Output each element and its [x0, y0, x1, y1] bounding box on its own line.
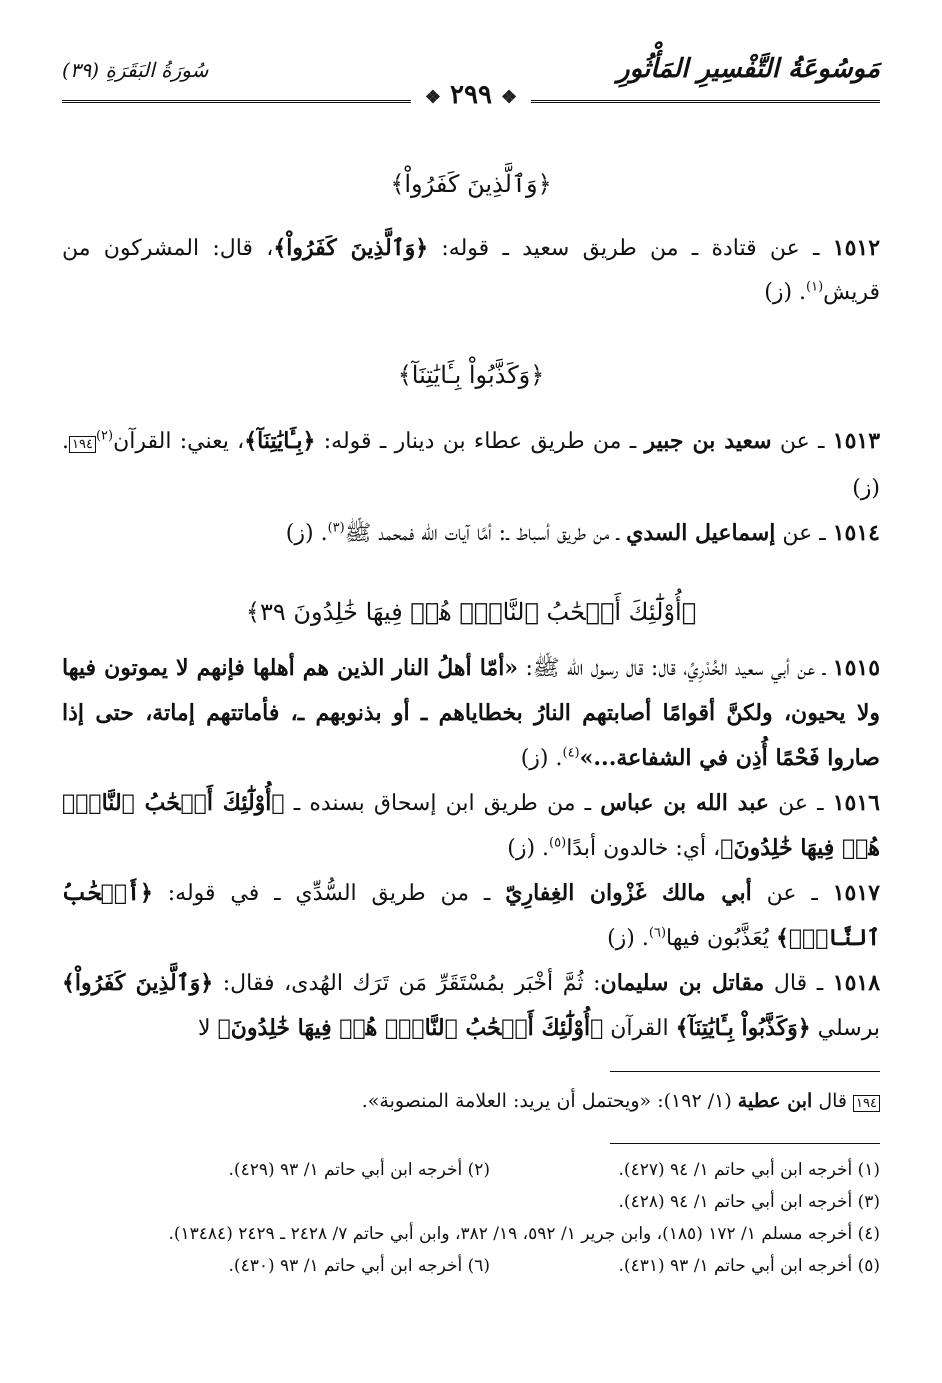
text: ، أي: خالدون أبدًا [566, 836, 721, 861]
text: ـ عن [771, 429, 833, 454]
footnote-marker[interactable]: (٥) [549, 835, 567, 851]
text: . (ز) [62, 429, 880, 501]
note-reference-box: ١٩٤ [853, 1095, 880, 1112]
footnote-marker[interactable]: (٤) [562, 745, 580, 761]
footnote-row [62, 1250, 880, 1282]
narration-number: ١٥١٧ [832, 880, 880, 906]
narration-1513 [62, 419, 880, 511]
ornament-icon: ❖ [424, 87, 441, 108]
footnote-3: (٣) أخرجه ابن أبي حاتم ١/ ٩٤ (٤٢٨). [618, 1192, 880, 1212]
footnote-marker[interactable]: (٢) [95, 428, 114, 444]
author-name: ابن عطية [737, 1090, 813, 1112]
text: لا [198, 1016, 218, 1041]
note-separator [610, 1071, 880, 1072]
text: ـ من طريق عطاء بن دينار ـ قوله: [315, 429, 645, 454]
text: ـ من طريق السُّدِّي ـ في قوله: [152, 881, 506, 906]
narrator-name: إسماعيل السدي [626, 520, 776, 546]
text: ـ عن [751, 881, 833, 906]
page-number: ٢٩٩ [450, 80, 492, 110]
text: القرآن [603, 1016, 676, 1041]
footnote-6: (٦) أخرجه ابن أبي حاتم ١/ ٩٣ (٤٣٠). [228, 1256, 490, 1276]
text: . (ز) [507, 836, 550, 861]
quran-quote: ﴿وَكَذَّبُواْ بِـَٔايَٰتِنَآ﴾ [675, 1015, 811, 1041]
text: برسلي [810, 1016, 880, 1041]
narration-number: ١٥١٦ [832, 790, 880, 816]
narration-number: ١٥١٨ [832, 970, 881, 996]
ayah-heading: ﴿أُوْلَٰٓئِكَ أَصۡحَٰبُ ٱلنَّارِۖ هُمۡ فِيهَا خَٰلِدُونَ ٣٩﴾ [245, 598, 697, 626]
note-reference-box[interactable]: ١٩٤ [69, 436, 96, 453]
narration-1512 [62, 226, 880, 315]
footnote-separator [610, 1143, 880, 1144]
quran-quote: ﴿أَصۡحَٰبُ ٱلنَّارِۖ﴾ [62, 880, 880, 951]
text: ، قال: المشركون من قريش [62, 236, 880, 305]
surah-reference: سُورَةُ البَقَرَةِ (٣٩) [62, 58, 209, 82]
text: (١/ ١٩٢): «ويحتمل أن يريد: العلامة المنصوبة». [361, 1090, 738, 1112]
quran-quote: ﴿بِـَٔايَٰتِنَآ﴾ [244, 428, 316, 454]
narration-1517 [62, 871, 880, 961]
narration-number: ١٥١٤ [832, 520, 880, 546]
text: يُعَذَّبُون فيها [666, 926, 776, 951]
text: . (ز) [764, 280, 807, 305]
page-header [62, 48, 880, 108]
narration-1515 [62, 646, 880, 781]
narration-number: ١٥١٣ [832, 428, 881, 454]
text: ، يعني: القرآن [113, 429, 245, 454]
footnotes [62, 1154, 880, 1282]
quran-quote: ﴿وَٱلَّذِينَ كَفَرُواْ﴾ [273, 235, 429, 261]
footnote-4: (٤) أخرجه مسلم ١/ ١٧٢ (١٨٥)، وابن جرير ١/ ٥٩٢، ١٩/ ٣٨٢، وابن أبي حاتم ٧/ ٢٤٢٨ ـ ٢٤٢٩ (١٣٤٨٤). [168, 1224, 880, 1244]
ayah-heading: ﴿وَٱلَّذِينَ كَفَرُواْ﴾ [390, 170, 552, 198]
page [62, 48, 880, 1282]
narration-1518 [62, 961, 880, 1051]
narrator-name: أبي مالك غَزْوان الغِفارِيّ [505, 880, 752, 906]
footnote-marker[interactable]: (١) [806, 279, 824, 295]
editor-note [62, 1084, 880, 1121]
footnote-5: (٥) أخرجه ابن أبي حاتم ١/ ٩٣ (٤٣١). [618, 1256, 880, 1276]
text: . (ز) [607, 926, 649, 951]
footnote-marker[interactable]: (٣) [327, 520, 345, 536]
ayah-heading: ﴿وَكَذَّبُواْ بِـَٔايَٰتِنَآ﴾ [397, 361, 545, 389]
text: ـ عن قتادة ـ من طريق سعيد ـ قوله: [428, 236, 833, 261]
text: ـ عن أبي سعيد الخُدْرِيِّ، قال: قال رسول الله ﷺ: [518, 656, 833, 681]
ornament-icon: ❖ [501, 87, 518, 108]
narrator-name: سعيد بن جبير [644, 428, 772, 454]
narration-1516 [62, 781, 880, 871]
narrator-name: مقاتل بن سليمان [600, 970, 765, 996]
narration-number: ١٥١٥ [832, 655, 881, 681]
quran-quote: ﴿أُوْلَٰٓئِكَ أَصۡحَٰبُ ٱلنَّارِۖ هُمۡ فِيهَا خَٰلِدُونَ﴾ [217, 1015, 604, 1041]
quran-quote: ﴿وَٱلَّذِينَ كَفَرُواْ﴾ [62, 970, 214, 996]
footnote-2: (٢) أخرجه ابن أبي حاتم ١/ ٩٣ (٤٢٩). [228, 1160, 490, 1180]
text: ـ من طريق ابن إسحاق بسنده ـ [284, 791, 601, 816]
text: . (ز) [520, 746, 563, 771]
narrator-name: عبد الله بن عباس [600, 790, 769, 816]
book-title: مَوسُوعَةُ التَّفْسِيرِ المَأْثُورِ [617, 54, 880, 84]
text: قال [812, 1090, 854, 1112]
footnote-row [62, 1154, 880, 1186]
narration-1514 [62, 511, 880, 556]
text: ـ عن [769, 791, 833, 816]
text: ـ قال [764, 971, 833, 996]
text: ـ من طريق أسباط ـ: أمَّا آيات الله فمحمد ﷺ [344, 521, 627, 546]
narration-number: ١٥١٢ [832, 235, 881, 261]
page-number-box [411, 80, 531, 110]
text: ـ عن [775, 521, 833, 546]
hadith-text: «أمّا أهلُ النار الذين هم أهلها فإنهم لا يموتون فيها ولا يحيون، ولكنَّ أقوامًا أصابتهم النارُ بخطاياهم ـ أو بذنوبهم ـ، فأماتتهم إماتة، حتى إذا صاروا فَحْمًا أُذِن في الشفاعة...» [62, 655, 880, 771]
text: : ثُمَّ أخْبَر بمُسْتَقَرِّ مَن تَرَك الهُدى، فقال: [213, 971, 601, 996]
quran-quote: ﴿أُوْلَٰٓئِكَ أَصۡحَٰبُ ٱلنَّارِۖ هُمۡ فِيهَا خَٰلِدُونَ﴾ [62, 790, 880, 861]
footnote-1: (١) أخرجه ابن أبي حاتم ١/ ٩٤ (٤٢٧). [618, 1160, 880, 1180]
footnote-marker[interactable]: (٦) [648, 925, 667, 941]
text: . (ز) [285, 521, 328, 546]
